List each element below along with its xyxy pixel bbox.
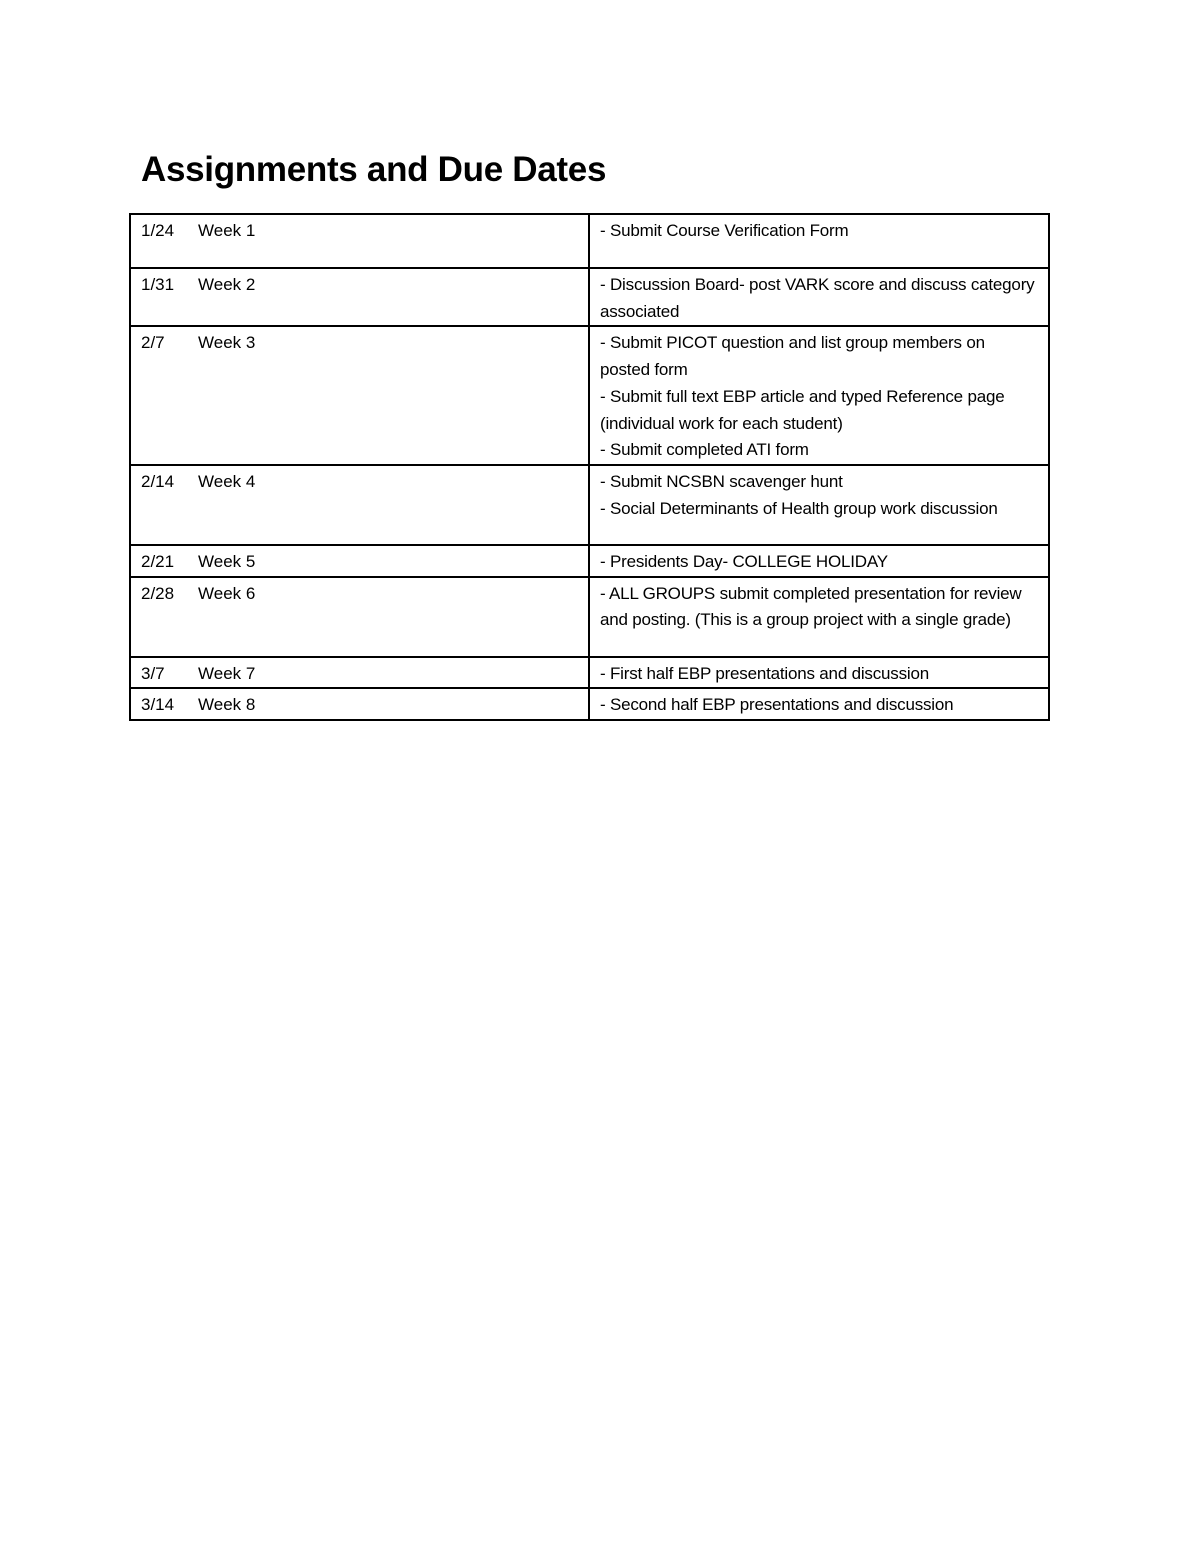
task-cell — [589, 326, 1049, 465]
task-item: - Submit completed ATI form — [600, 440, 809, 460]
week-label: Week 5 — [198, 551, 256, 571]
week-cell — [130, 268, 589, 326]
due-date: 2/21 — [141, 551, 175, 571]
week-cell — [130, 657, 589, 689]
task-cell — [589, 214, 1049, 268]
task-item: - Presidents Day- COLLEGE HOLIDAY — [600, 551, 888, 571]
week-label: Week 1 — [198, 221, 256, 240]
table-row — [130, 326, 1049, 465]
task-item: - ALL GROUPS submit completed presentation for review and posting. (This is a group project with a single grade) — [600, 583, 1022, 630]
task-item: - Discussion Board- post VARK score and discuss category associated — [600, 275, 1035, 321]
week-cell — [130, 545, 589, 577]
week-label: Week 6 — [198, 583, 256, 603]
due-date: 2/7 — [141, 333, 165, 353]
task-item: - Submit NCSBN scavenger hunt — [600, 471, 843, 491]
week-label: Week 3 — [198, 333, 256, 353]
week-cell — [130, 577, 589, 657]
task-item: - Submit Course Verification Form — [600, 221, 849, 240]
table-row — [130, 465, 1049, 545]
table-row — [130, 214, 1049, 268]
week-cell — [130, 214, 589, 268]
table-row — [130, 688, 1049, 720]
task-cell — [589, 465, 1049, 545]
week-cell — [130, 326, 589, 465]
task-cell — [589, 688, 1049, 720]
task-item: - Submit full text EBP article and typed Reference page (individual work for each student) — [600, 386, 1005, 433]
week-cell — [130, 465, 589, 545]
week-label: Week 7 — [198, 663, 256, 683]
task-item: - Social Determinants of Health group work discussion — [600, 498, 998, 518]
due-date: 2/14 — [141, 471, 175, 491]
task-item: - Submit PICOT question and list group members on posted form — [600, 333, 985, 380]
table-row — [130, 268, 1049, 326]
due-date: 1/31 — [141, 275, 175, 294]
table-row — [130, 545, 1049, 577]
due-date: 2/28 — [141, 583, 175, 603]
task-item: - Second half EBP presentations and discussion — [600, 695, 954, 715]
week-label: Week 4 — [198, 471, 256, 491]
table-row — [130, 657, 1049, 689]
due-date: 3/14 — [141, 695, 175, 715]
task-cell — [589, 657, 1049, 689]
task-cell — [589, 577, 1049, 657]
week-cell — [130, 688, 589, 720]
assignments-table — [129, 213, 1050, 721]
due-date: 3/7 — [141, 663, 165, 683]
page-title: Assignments and Due Dates — [141, 150, 607, 189]
task-cell — [589, 545, 1049, 577]
table-row — [130, 577, 1049, 657]
task-item: - First half EBP presentations and discussion — [600, 663, 929, 683]
week-label: Week 8 — [198, 695, 256, 715]
task-cell — [589, 268, 1049, 326]
due-date: 1/24 — [141, 221, 175, 240]
week-label: Week 2 — [198, 275, 256, 294]
